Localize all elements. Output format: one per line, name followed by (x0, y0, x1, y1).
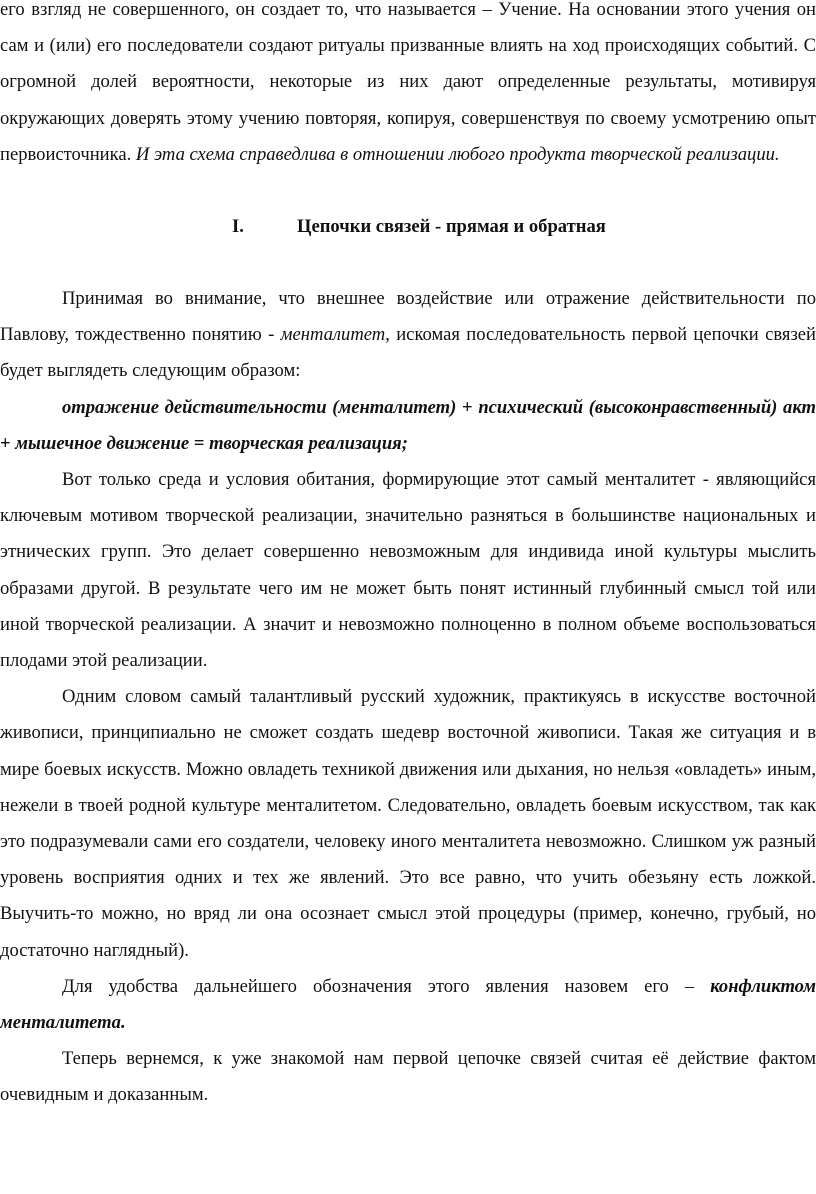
paragraph-mentality (0, 281, 816, 390)
paragraph-conflict (0, 969, 816, 1041)
paragraph-conflict-text: Для удобства дальнейшего обозначения этого явления назовем его – (62, 975, 711, 997)
formula-plus-2: + (0, 432, 11, 454)
blank-line (0, 245, 816, 281)
formula-part-3: мышечное движение (10, 432, 194, 454)
section-title: Цепочки связей - прямая и обратная (297, 216, 606, 238)
formula-part-1: отражение действительности (менталитет) (62, 396, 463, 418)
paragraph-return: Теперь вернемся, к уже знакомой нам первой цепочке связей считая её действие фактом очевидным и доказанным. (0, 1048, 816, 1106)
paragraph-mentality-italic: менталитет (280, 324, 386, 346)
paragraph-environment: Вот только среда и условия обитания, формирующие этот самый менталитет - являющийся ключевым мотивом творческой реализации, значительно разняться в большинстве национальных и этнических групп. Это делает совершенно невозможным для индивида иной культуры мыслить образами другой. В результате чего им не может быть понят истинный глубинный смысл той или иной творческой реализации. А значит и невозможно полноценно в полном объеме воспользоваться плодами этой реализации. (0, 469, 816, 672)
formula-equals: = (193, 432, 205, 454)
formula-part-2: психический (высоконравственный) акт (472, 396, 816, 418)
section-heading (0, 209, 816, 245)
paragraph-intro-italic: И эта схема справедлива в отношении любого продукта творческой реализации. (135, 143, 780, 165)
paragraph-artist: Одним словом самый талантливый русский художник, практикуясь в искусстве восточной живописи, принципиально не сможет создать шедевр восточной живописи. Такая же ситуация и в мире боевых искусств. Можно овладеть техникой движения или дыхания, но нельзя «овладеть» иным, нежели в твоей родной культуре менталитетом. Следовательно, овладеть боевым искусством, так как это подразумевали сами его создатели, человеку иного менталитета невозможно. Слишком уж разный уровень восприятия одних и тех же явлений. Это все равно, что учить обезьяну есть ложкой. Выучить-то можно, но вряд ли она осознает смысл этой процедуры (пример, конечно, грубый, но достаточно наглядный). (0, 686, 816, 961)
blank-line (0, 173, 816, 209)
paragraph-intro (0, 0, 816, 173)
section-number: I. (232, 216, 244, 238)
paragraph-mentality-text-b: , искомая последовательность первой цепочки связей будет выглядеть следующим образом: (0, 324, 816, 382)
formula-part-4: творческая реализация; (204, 432, 408, 454)
chain-formula (0, 390, 816, 462)
formula-plus-1: + (462, 396, 473, 418)
paragraph-mentality-text-a: Принимая во внимание, что внешнее воздействие или отражение действительности по Павлову, тождественно понятию - (0, 288, 816, 346)
paragraph-intro-text: его взгляд не совершенного, он создает то, что называется – Учение. На основании этого учения он сам и (или) его последователи создают ритуалы призванные влиять на ход происходящих событий. С огромной долей вероятности, некоторые из них дают определенные результаты, мотивируя окружающих доверять этому учению повторяя, копируя, совершенствуя по своему усмотрению опыт первоисточника. (0, 0, 816, 165)
paragraph-conflict-term: конфликтом менталитета. (0, 975, 816, 1034)
